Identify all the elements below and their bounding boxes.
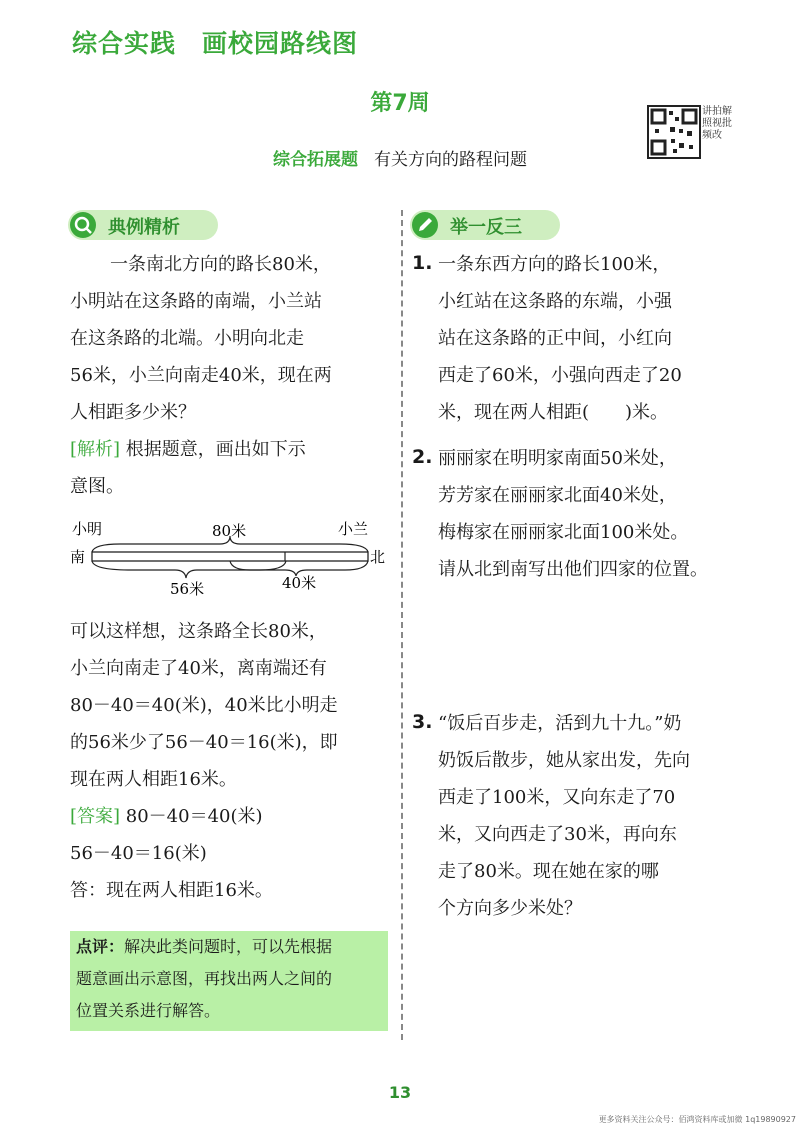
note-line: 位置关系进行解答。 [76,1001,221,1020]
q1-number: 1. [412,252,433,274]
label-40: 40米 [282,574,317,592]
explain-line: 小兰向南走了40米，离南端还有 [70,658,327,679]
q1-line: 一条东西方向的路长100米， [438,254,671,275]
question-3 [412,705,792,927]
explain-line: 的56米少了56－40＝16(米)，即 [70,732,338,753]
comment-box [70,931,388,1031]
header-title [72,24,358,60]
label-xiaolan: 小兰 [338,520,369,538]
explain-line: 现在两人相距16米。 [70,769,237,790]
question-1 [412,246,792,431]
analysis-tag: [解析] [70,439,121,460]
qr-label: 讲拍解照视批频改 [702,106,732,141]
header-title-main: 综合实践 [72,29,177,58]
analysis-line: 根据题意，画出如下示 [125,439,306,460]
topic-title: 有关方向的路程问题 [374,150,527,170]
watermark: 更多资料关注公众号：佰鸿资料库或加微 1q19890927 [598,1115,796,1124]
q2-line: 请从北到南写出他们四家的位置。 [438,559,708,580]
pencil-icon [412,212,438,238]
q1-line: 站在这条路的正中间，小红向 [438,328,672,349]
problem-line: 56米，小兰向南走40米，现在两 [70,365,332,386]
q2-line: 芳芳家在丽丽家北面40米处， [438,485,677,506]
q3-number: 3. [412,711,433,733]
q3-line: “饭后百步走，活到九十九。”奶 [438,713,682,734]
question-2 [412,440,792,588]
q3-line: 米，又向西走了30米，再向东 [438,824,677,845]
label-south: 南 [70,548,86,566]
topic-label: 综合拓展题 [273,150,358,170]
q3-line: 个方向多少米处？ [438,898,582,919]
q2-line: 丽丽家在明明家南面50米处， [438,448,677,469]
answer-line: 56－40＝16(米) [70,843,207,864]
q3-line: 奶饭后散步，她从家出发，先向 [438,750,690,771]
label-north: 北 [370,548,386,566]
qr-code-icon[interactable] [647,105,701,159]
header-title-sub: 画校园路线图 [202,29,359,58]
left-tab-label: 典例精析 [108,217,180,238]
problem-line: 小明站在这条路的南端，小兰站 [70,291,322,312]
explanation [70,613,400,909]
label-total: 80米 [212,522,247,540]
page-number: 13 [388,1083,412,1102]
right-tab-label: 举一反三 [450,217,522,238]
route-diagram [70,518,390,598]
q1-line: 米，现在两人相距( )米。 [438,402,669,423]
explain-line: 可以这样想，这条路全长80米， [70,621,327,642]
note-tag: 点评： [76,937,125,956]
answer-tag: [答案] [70,806,121,827]
problem-line: 在这条路的北端。小明向北走 [70,328,304,349]
q2-line: 梅梅家在丽丽家北面100米处。 [438,522,689,543]
problem-line: 一条南北方向的路长80米， [110,254,331,275]
q3-line: 走了80米。现在她在家的哪 [438,861,659,882]
column-divider [401,210,403,1040]
analysis-line: 意图。 [70,476,124,497]
q2-number: 2. [412,446,433,468]
note-line: 解决此类问题时，可以先根据 [124,937,333,956]
q3-line: 西走了100米，又向东走了70 [438,787,676,808]
brace-total [92,536,368,552]
answer-line: 80－40＝40(米) [125,806,263,827]
label-56: 56米 [170,580,205,598]
road-bar [92,552,368,561]
answer-line: 答：现在两人相距16米。 [70,880,273,901]
left-section-tab [68,210,218,240]
explain-line: 80－40＝40(米)，40米比小明走 [70,695,338,716]
week-title: 第7周 [370,91,430,116]
q1-line: 西走了60米，小强向西走了20 [438,365,682,386]
label-xiaoming: 小明 [72,520,103,538]
search-icon [70,212,96,238]
right-section-tab [410,210,560,240]
example-problem [70,246,400,505]
note-line: 题意画出示意图，再找出两人之间的 [76,969,333,988]
q1-line: 小红站在这条路的东端，小强 [438,291,672,312]
problem-line: 人相距多少米？ [70,402,196,423]
